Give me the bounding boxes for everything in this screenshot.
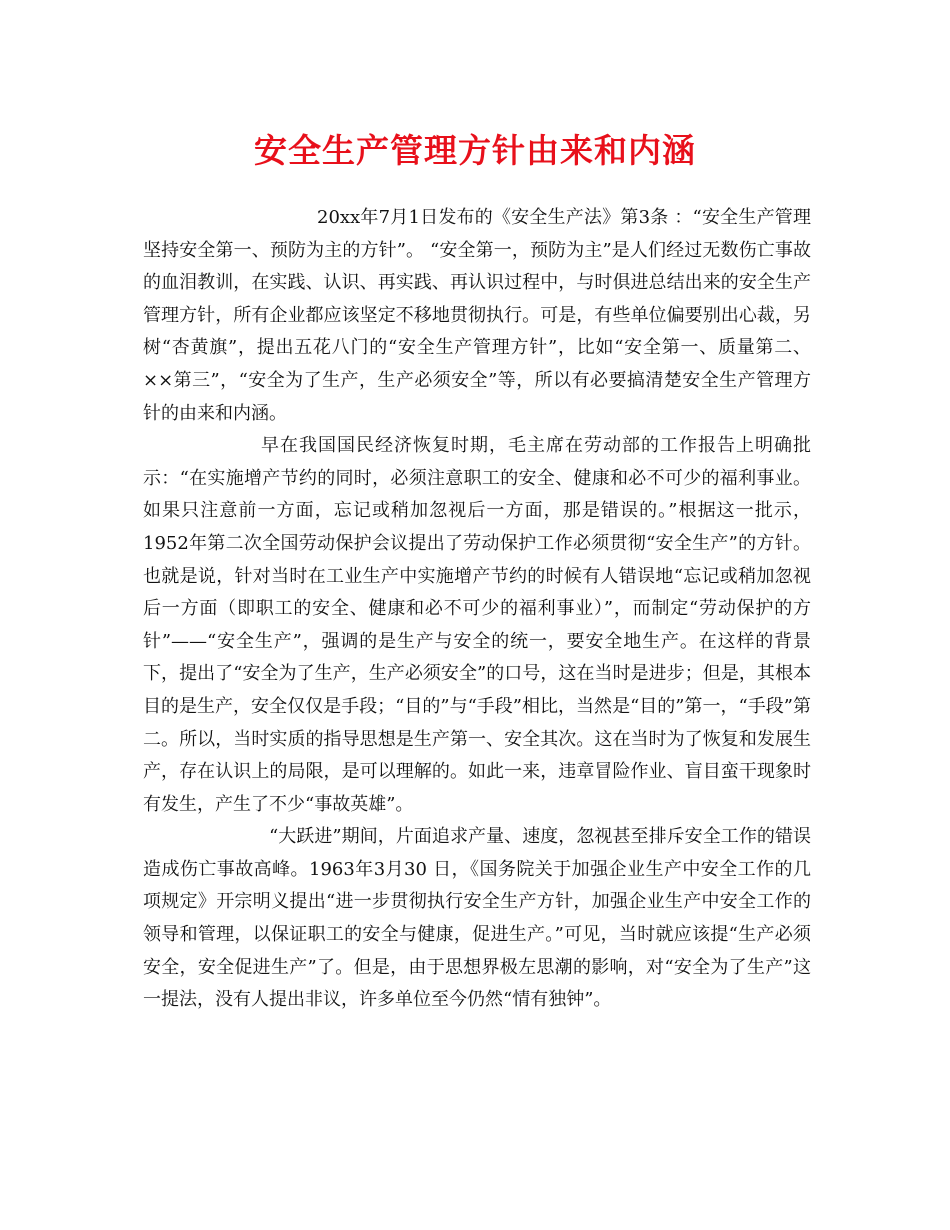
paragraph-2: 早在我国国民经济恢复时期，毛主席在劳动部的工作报告上明确批示：“在实施增产节约的同时，必须注意职工的安全、健康和必不可少的福利事业。如果只注意前一方面，忘记或稍加忽视后一方面，那是错误的。”根据这一批示，1952年第二次全国劳动保护会议提出了劳动保护工作必须贯彻“安全生产”的方针。也就是说，针对当时在工业生产中实施增产节约的时候有人错误地“忘记或稍加忽视后一方面（即职工的安全、健康和必不可少的福利事业）”，而制定“劳动保护的方针”——“安全生产”，强调的是生产与安全的统一，要安全地生产。在这样的背景下，提出了“安全为了生产，生产必须安全”的口号，这在当时是进步；但是，其根本目的是生产，安全仅仅是手段；“目的”与“手段”相比，当然是“目的”第一，“手段”第二。所以，当时实质的指导思想是生产第一、安全其次。这在当时为了恢复和发展生产，存在认识上的局限，是可以理解的。如此一来，违章冒险作业、盲目蛮干现象时有发生，产生了不少“事故英雄”。 xyxy=(143,435,811,815)
paragraph-3: “大跃进”期间，片面追求产量、速度，忽视甚至排斥安全工作的错误造成伤亡事故高峰。1963年3月30 日，《国务院关于加强企业生产中安全工作的几项规定》开宗明义提出“进一步贯彻执行安全生产方针，加强企业生产中安全工作的领导和管理，以保证职工的安全与健康，促进生产。”可见，当时就应该提“生产必须安全，安全促进生产”了。但是，由于思想界极左思潮的影响，对“安全为了生产”这一提法，没有人提出非议，许多单位至今仍然“情有独钟”。 xyxy=(143,826,811,1011)
document-body xyxy=(143,202,811,1017)
paragraph-1: 20xx年7月1日发布的《安全生产法》第3条 ：“安全生产管理坚持安全第一、预防为主的方针”。 “安全第一，预防为主”是人们经过无数伤亡事故的血泪教训，在实践、认识、再实践、再认识过程中，与时俱进总结出来的安全生产管理方针，所有企业都应该坚定不移地贯彻执行。可是，有些单位偏要别出心裁，另树“杏黄旗”，提出五花八门的“安全生产管理方针”，比如“安全第一、质量第二、××第三”，“安全为了生产，生产必须安全”等，所以有必要搞清楚安全生产管理方针的由来和内涵。 xyxy=(143,207,811,424)
document-title: 安全生产管理方针由来和内涵 xyxy=(254,131,696,170)
